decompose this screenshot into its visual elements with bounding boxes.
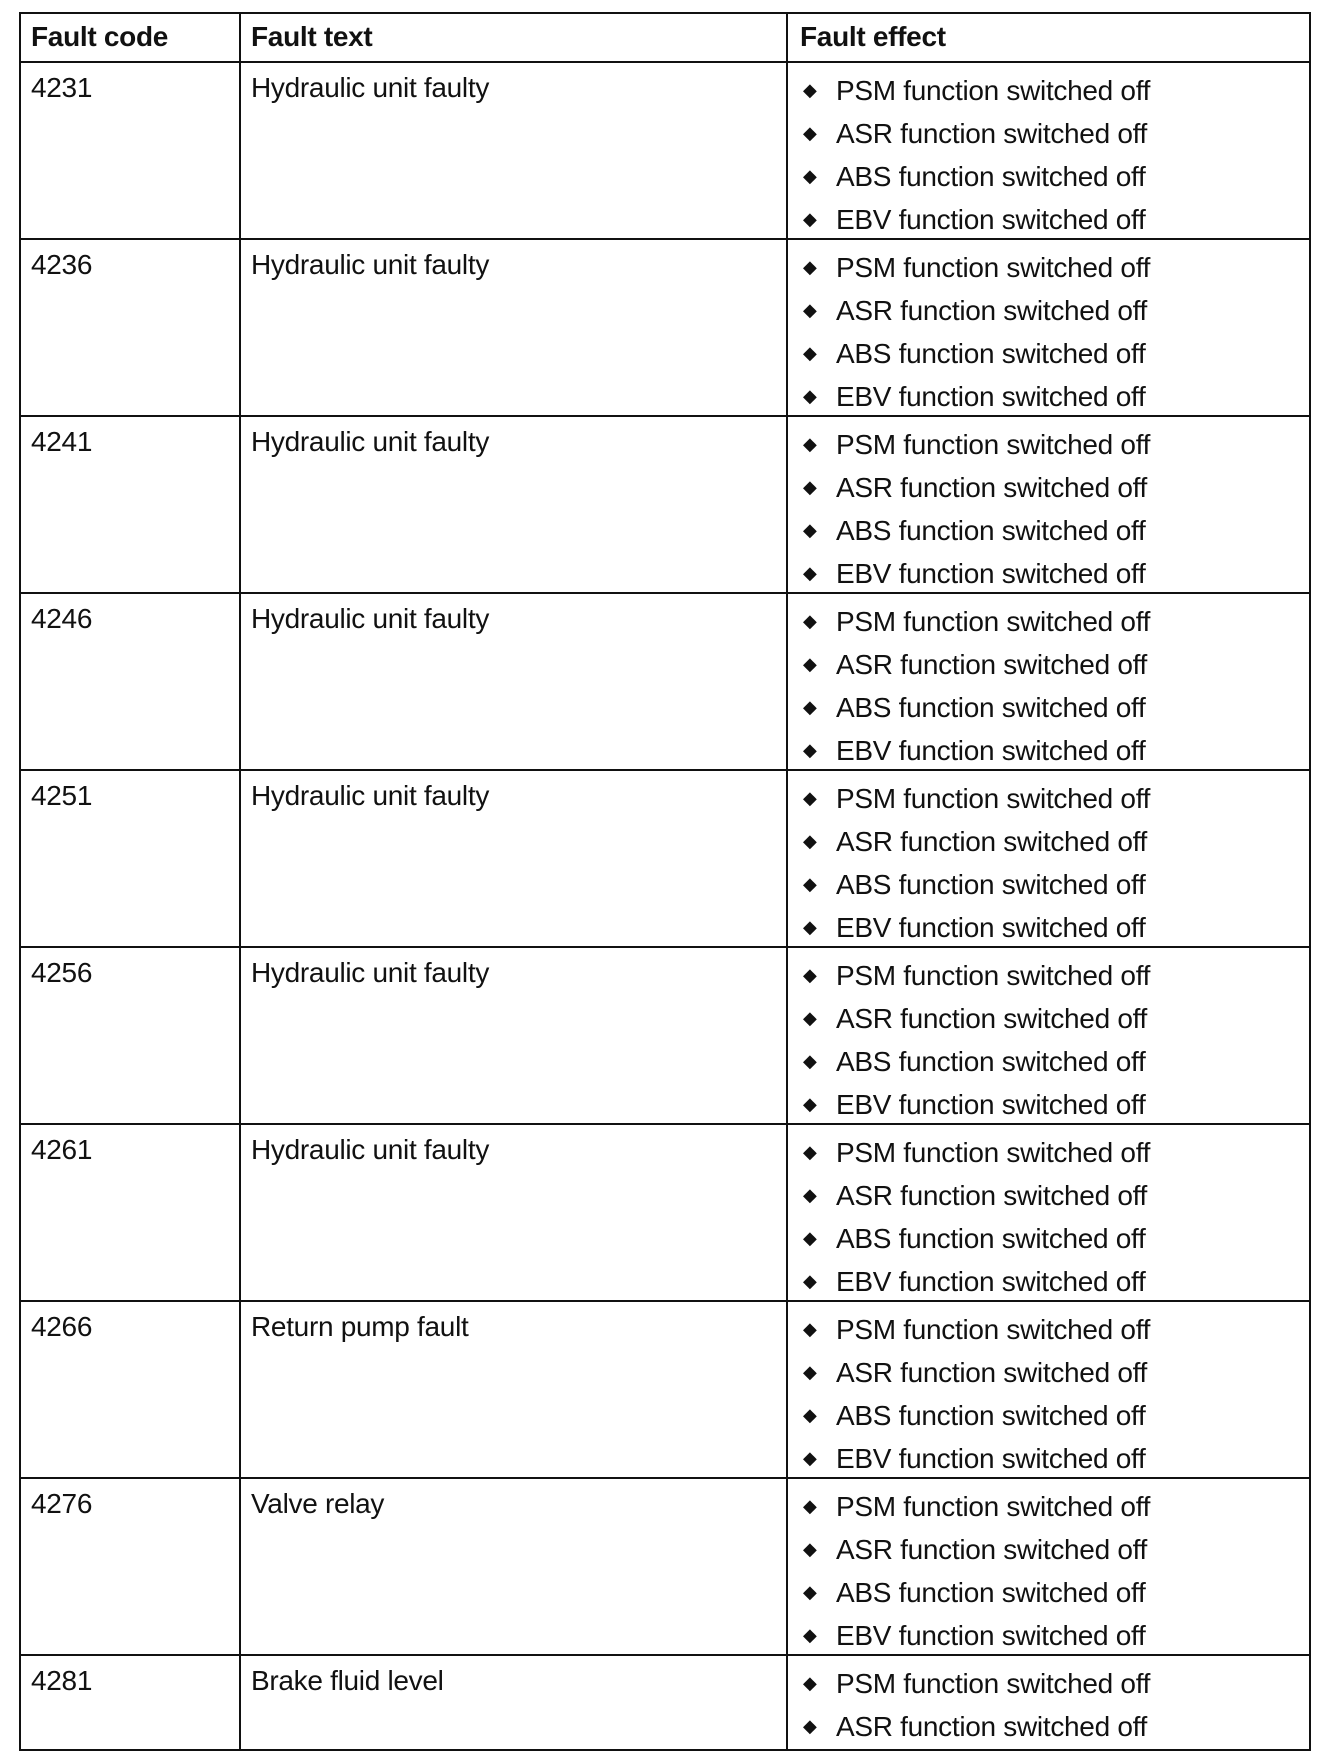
fault-effect-cell: [788, 1656, 1309, 1749]
diamond-bullet-icon: ◆: [803, 1185, 817, 1205]
fault-effect-list: [800, 63, 1299, 241]
diamond-bullet-icon: ◆: [803, 343, 817, 363]
fault-code-cell: 4246: [21, 594, 241, 769]
table-row: [21, 1654, 1309, 1749]
diamond-bullet-icon: ◆: [803, 1362, 817, 1382]
list-item: [800, 1614, 1299, 1657]
fault-effect-list: [800, 1479, 1299, 1657]
list-item: [800, 466, 1299, 509]
fault-effect-text: EBV function switched off: [836, 1266, 1146, 1297]
fault-effect-text: EBV function switched off: [836, 1089, 1146, 1120]
list-item: [800, 1437, 1299, 1480]
list-item: [800, 1351, 1299, 1394]
list-item: [800, 777, 1299, 820]
diamond-bullet-icon: ◆: [803, 654, 817, 674]
list-item: [800, 289, 1299, 332]
fault-effect-cell: [788, 771, 1309, 946]
fault-effect-text: EBV function switched off: [836, 735, 1146, 766]
fault-effect-text: EBV function switched off: [836, 1620, 1146, 1651]
fault-effect-cell: [788, 240, 1309, 415]
list-item: [800, 1485, 1299, 1528]
fault-effect-list: [800, 1125, 1299, 1303]
fault-effect-list: [800, 240, 1299, 418]
list-item: [800, 954, 1299, 997]
diamond-bullet-icon: ◆: [803, 1094, 817, 1114]
diamond-bullet-icon: ◆: [803, 1448, 817, 1468]
fault-effect-text: EBV function switched off: [836, 558, 1146, 589]
table-row: [21, 946, 1309, 1123]
fault-effect-text: ABS function switched off: [836, 1046, 1146, 1077]
fault-effect-text: ASR function switched off: [836, 1711, 1148, 1742]
fault-text-cell: Hydraulic unit faulty: [241, 417, 788, 592]
fault-effect-text: PSM function switched off: [836, 1491, 1151, 1522]
fault-text-cell: Hydraulic unit faulty: [241, 240, 788, 415]
list-item: [800, 1308, 1299, 1351]
table-row: [21, 769, 1309, 946]
fault-code-cell: 4281: [21, 1656, 241, 1749]
fault-effect-list: [800, 1302, 1299, 1480]
diamond-bullet-icon: ◆: [803, 1142, 817, 1162]
fault-effect-cell: [788, 1125, 1309, 1300]
list-item: [800, 729, 1299, 772]
list-item: [800, 1528, 1299, 1571]
fault-effect-text: ABS function switched off: [836, 1577, 1146, 1608]
list-item: [800, 423, 1299, 466]
fault-effect-text: ASR function switched off: [836, 118, 1148, 149]
diamond-bullet-icon: ◆: [803, 1625, 817, 1645]
list-item: [800, 69, 1299, 112]
fault-effect-text: PSM function switched off: [836, 606, 1151, 637]
list-item: [800, 643, 1299, 686]
fault-effect-text: PSM function switched off: [836, 1137, 1151, 1168]
fault-effect-cell: [788, 594, 1309, 769]
diamond-bullet-icon: ◆: [803, 788, 817, 808]
list-item: [800, 1662, 1299, 1705]
list-item: [800, 1083, 1299, 1126]
fault-effect-cell: [788, 63, 1309, 238]
list-item: [800, 1394, 1299, 1437]
fault-code-cell: 4276: [21, 1479, 241, 1654]
fault-effect-text: ABS function switched off: [836, 1400, 1146, 1431]
fault-code-cell: 4251: [21, 771, 241, 946]
fault-code-cell: 4266: [21, 1302, 241, 1477]
fault-effect-text: PSM function switched off: [836, 429, 1151, 460]
diamond-bullet-icon: ◆: [803, 563, 817, 583]
list-item: [800, 509, 1299, 552]
fault-effect-list: [800, 417, 1299, 595]
fault-text-cell: Hydraulic unit faulty: [241, 948, 788, 1123]
fault-effect-text: ASR function switched off: [836, 649, 1148, 680]
fault-effect-text: ABS function switched off: [836, 1223, 1146, 1254]
list-item: [800, 155, 1299, 198]
fault-effect-text: ASR function switched off: [836, 826, 1148, 857]
fault-effect-text: PSM function switched off: [836, 75, 1151, 106]
table-body: [21, 61, 1309, 1749]
fault-effect-text: ABS function switched off: [836, 515, 1146, 546]
diamond-bullet-icon: ◆: [803, 123, 817, 143]
fault-effect-text: EBV function switched off: [836, 1443, 1146, 1474]
table-row: [21, 1123, 1309, 1300]
diamond-bullet-icon: ◆: [803, 386, 817, 406]
list-item: [800, 863, 1299, 906]
fault-effect-text: ASR function switched off: [836, 1180, 1148, 1211]
diamond-bullet-icon: ◆: [803, 477, 817, 497]
fault-effect-cell: [788, 1479, 1309, 1654]
fault-effect-text: ABS function switched off: [836, 692, 1146, 723]
diamond-bullet-icon: ◆: [803, 166, 817, 186]
header-fault-code: Fault code: [21, 14, 241, 61]
diamond-bullet-icon: ◆: [803, 1271, 817, 1291]
diamond-bullet-icon: ◆: [803, 300, 817, 320]
fault-effect-text: EBV function switched off: [836, 204, 1146, 235]
fault-text-cell: Hydraulic unit faulty: [241, 594, 788, 769]
diamond-bullet-icon: ◆: [803, 965, 817, 985]
header-fault-text: Fault text: [241, 14, 788, 61]
fault-effect-text: ABS function switched off: [836, 338, 1146, 369]
list-item: [800, 112, 1299, 155]
list-item: [800, 1174, 1299, 1217]
diamond-bullet-icon: ◆: [803, 917, 817, 937]
fault-effect-cell: [788, 948, 1309, 1123]
table-header: [21, 14, 1309, 61]
fault-effect-text: ASR function switched off: [836, 295, 1148, 326]
fault-effect-cell: [788, 1302, 1309, 1477]
list-item: [800, 1571, 1299, 1614]
list-item: [800, 1040, 1299, 1083]
diamond-bullet-icon: ◆: [803, 874, 817, 894]
fault-effect-text: ABS function switched off: [836, 161, 1146, 192]
fault-text-cell: Return pump fault: [241, 1302, 788, 1477]
list-item: [800, 246, 1299, 289]
fault-effect-list: [800, 771, 1299, 949]
fault-table: [19, 12, 1311, 1751]
fault-text-cell: Valve relay: [241, 1479, 788, 1654]
table-row: [21, 1300, 1309, 1477]
diamond-bullet-icon: ◆: [803, 80, 817, 100]
table-row: [21, 238, 1309, 415]
diamond-bullet-icon: ◆: [803, 1405, 817, 1425]
fault-code-cell: 4256: [21, 948, 241, 1123]
diamond-bullet-icon: ◆: [803, 1539, 817, 1559]
fault-code-cell: 4231: [21, 63, 241, 238]
fault-text-cell: Brake fluid level: [241, 1656, 788, 1749]
diamond-bullet-icon: ◆: [803, 611, 817, 631]
fault-text-cell: Hydraulic unit faulty: [241, 63, 788, 238]
fault-effect-text: ASR function switched off: [836, 1534, 1148, 1565]
fault-effect-text: PSM function switched off: [836, 1668, 1151, 1699]
header-fault-effect: Fault effect: [800, 21, 946, 52]
fault-effect-cell: [788, 417, 1309, 592]
table-row: [21, 592, 1309, 769]
diamond-bullet-icon: ◆: [803, 257, 817, 277]
fault-effect-text: EBV function switched off: [836, 381, 1146, 412]
fault-effect-text: ASR function switched off: [836, 1357, 1148, 1388]
diamond-bullet-icon: ◆: [803, 1716, 817, 1736]
diamond-bullet-icon: ◆: [803, 1051, 817, 1071]
list-item: [800, 686, 1299, 729]
diamond-bullet-icon: ◆: [803, 740, 817, 760]
diamond-bullet-icon: ◆: [803, 1228, 817, 1248]
list-item: [800, 552, 1299, 595]
diamond-bullet-icon: ◆: [803, 697, 817, 717]
fault-effect-text: PSM function switched off: [836, 783, 1151, 814]
table-row: [21, 415, 1309, 592]
list-item: [800, 600, 1299, 643]
fault-text-cell: Hydraulic unit faulty: [241, 1125, 788, 1300]
list-item: [800, 332, 1299, 375]
fault-effect-text: EBV function switched off: [836, 912, 1146, 943]
diamond-bullet-icon: ◆: [803, 1496, 817, 1516]
fault-effect-text: PSM function switched off: [836, 960, 1151, 991]
diamond-bullet-icon: ◆: [803, 1008, 817, 1028]
diamond-bullet-icon: ◆: [803, 831, 817, 851]
list-item: [800, 997, 1299, 1040]
list-item: [800, 906, 1299, 949]
fault-effect-text: PSM function switched off: [836, 1314, 1151, 1345]
list-item: [800, 1705, 1299, 1748]
list-item: [800, 375, 1299, 418]
fault-effect-list: [800, 1656, 1299, 1748]
table-row: [21, 61, 1309, 238]
fault-effect-text: ABS function switched off: [836, 869, 1146, 900]
fault-code-cell: 4261: [21, 1125, 241, 1300]
fault-effect-text: ASR function switched off: [836, 472, 1148, 503]
diamond-bullet-icon: ◆: [803, 1582, 817, 1602]
diamond-bullet-icon: ◆: [803, 434, 817, 454]
fault-text-cell: Hydraulic unit faulty: [241, 771, 788, 946]
table-row: [21, 1477, 1309, 1654]
list-item: [800, 1260, 1299, 1303]
fault-code-cell: 4236: [21, 240, 241, 415]
diamond-bullet-icon: ◆: [803, 1673, 817, 1693]
list-item: [800, 1131, 1299, 1174]
fault-effect-text: ASR function switched off: [836, 1003, 1148, 1034]
list-item: [800, 198, 1299, 241]
list-item: [800, 820, 1299, 863]
diamond-bullet-icon: ◆: [803, 520, 817, 540]
fault-effect-list: [800, 594, 1299, 772]
diamond-bullet-icon: ◆: [803, 209, 817, 229]
fault-effect-text: PSM function switched off: [836, 252, 1151, 283]
fault-code-cell: 4241: [21, 417, 241, 592]
list-item: [800, 1217, 1299, 1260]
diamond-bullet-icon: ◆: [803, 1319, 817, 1339]
fault-effect-list: [800, 948, 1299, 1126]
